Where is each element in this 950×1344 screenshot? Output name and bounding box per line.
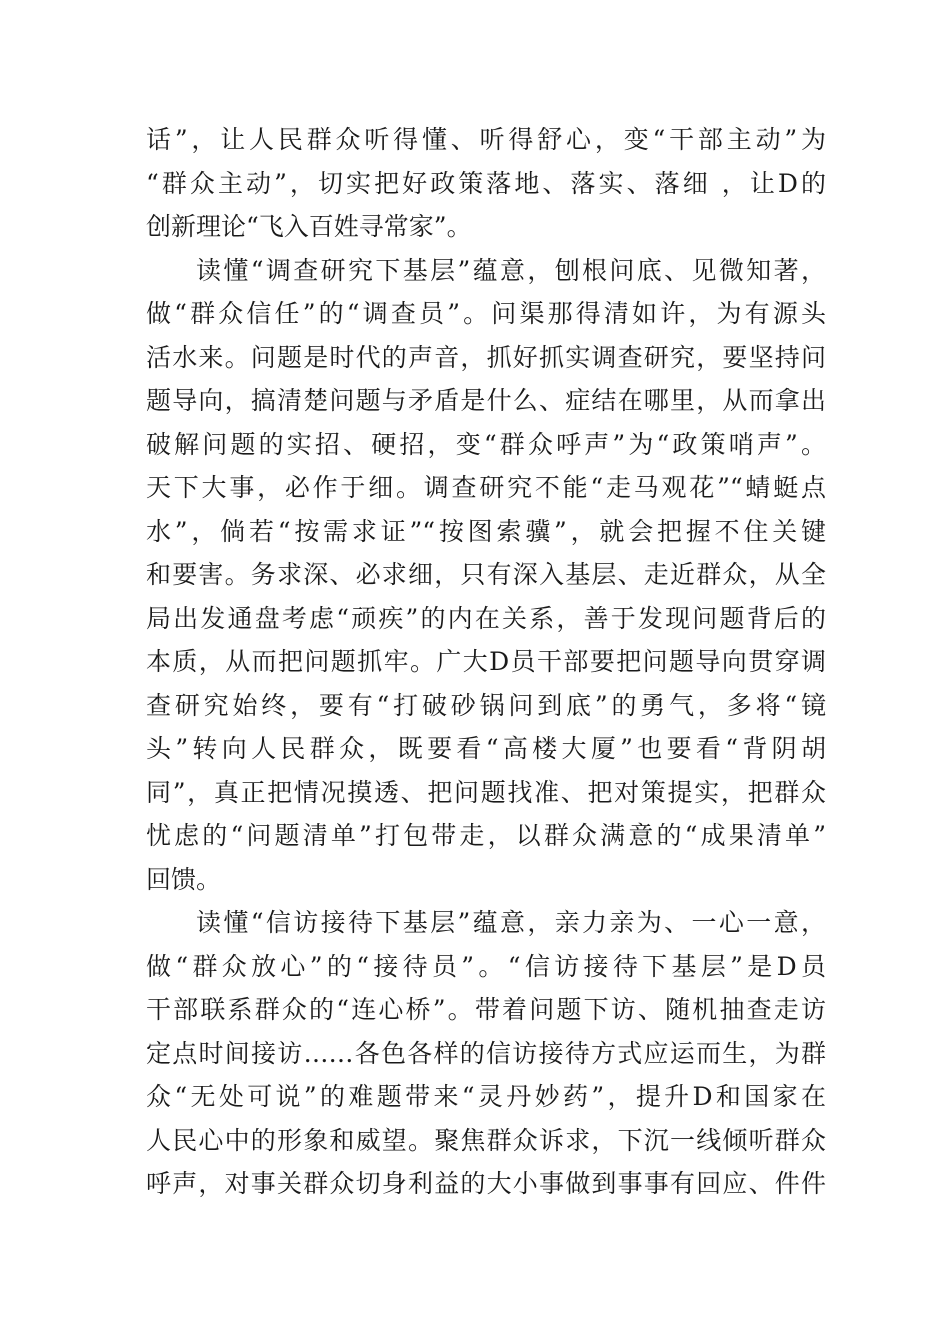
text-line: 众“无处可说”的难题带来“灵丹妙药”，提升D和国家在 <box>146 1082 826 1111</box>
text-line: 话”，让人民群众听得懂、听得舒心，变“干部主动”为 <box>146 125 826 154</box>
text-line: 同”，真正把情况摸透、把问题找准、把对策提实，把群众 <box>146 777 826 807</box>
text-line: 回馈。 <box>146 864 222 894</box>
text-line: 本质，从而把问题抓牢。广大D员干部要把问题导向贯穿调 <box>146 647 826 676</box>
text-line: 和要害。务求深、必求细，只有深入基层、走近群众，从全 <box>146 560 826 589</box>
text-line: 局出发通盘考虑“顽疾”的内在关系，善于发现问题背后的 <box>146 603 826 633</box>
text-line: 头”转向人民群众，既要看“高楼大厦”也要看“背阴胡 <box>146 734 826 763</box>
text-line: 人民心中的形象和威望。聚焦群众诉求，下沉一线倾听群众 <box>146 1125 826 1155</box>
text-line: 天下大事，必作于细。调查研究不能“走马观花”“蜻蜓点 <box>146 473 826 502</box>
paragraph-first-line: 读懂“调查研究下基层”蕴意，刨根问底、见微知著， <box>196 255 826 285</box>
text-line: 破解问题的实招、硬招，变“群众呼声”为“政策哨声”。 <box>146 429 826 459</box>
text-line: 干部联系群众的“连心桥”。带着问题下访、随机抽查走访 <box>146 995 826 1024</box>
text-line: “群众主动”，切实把好政策落地、落实、落细 ，让D的 <box>146 168 826 198</box>
text-line: 题导向，搞清楚问题与矛盾是什么、症结在哪里，从而拿出 <box>146 386 826 415</box>
body-text <box>146 118 826 1206</box>
text-line: 忧虑的“问题清单”打包带走，以群众满意的“成果清单” <box>146 821 826 850</box>
text-line: 查研究始终，要有“打破砂锅问到底”的勇气，多将“镜 <box>146 690 826 720</box>
text-line: 呼声，对事关群众切身利益的大小事做到事事有回应、件件 <box>146 1169 826 1198</box>
text-line: 定点时间接访……各色各样的信访接待方式应运而生，为群 <box>146 1038 826 1068</box>
paragraph-first-line: 读懂“信访接待下基层”蕴意，亲力亲为、一心一意， <box>196 908 826 937</box>
text-line: 活水来。问题是时代的声音，抓好抓实调查研究，要坚持问 <box>146 342 826 372</box>
text-line: 创新理论“飞入百姓寻常家”。 <box>146 212 472 241</box>
text-line: 做“群众信任”的“调查员”。问渠那得清如许，为有源头 <box>146 299 826 328</box>
text-line: 做“群众放心”的“接待员”。“信访接待下基层”是D员 <box>146 951 826 981</box>
text-line: 水”，倘若“按需求证”“按图索骥”，就会把握不住关键 <box>146 516 826 546</box>
